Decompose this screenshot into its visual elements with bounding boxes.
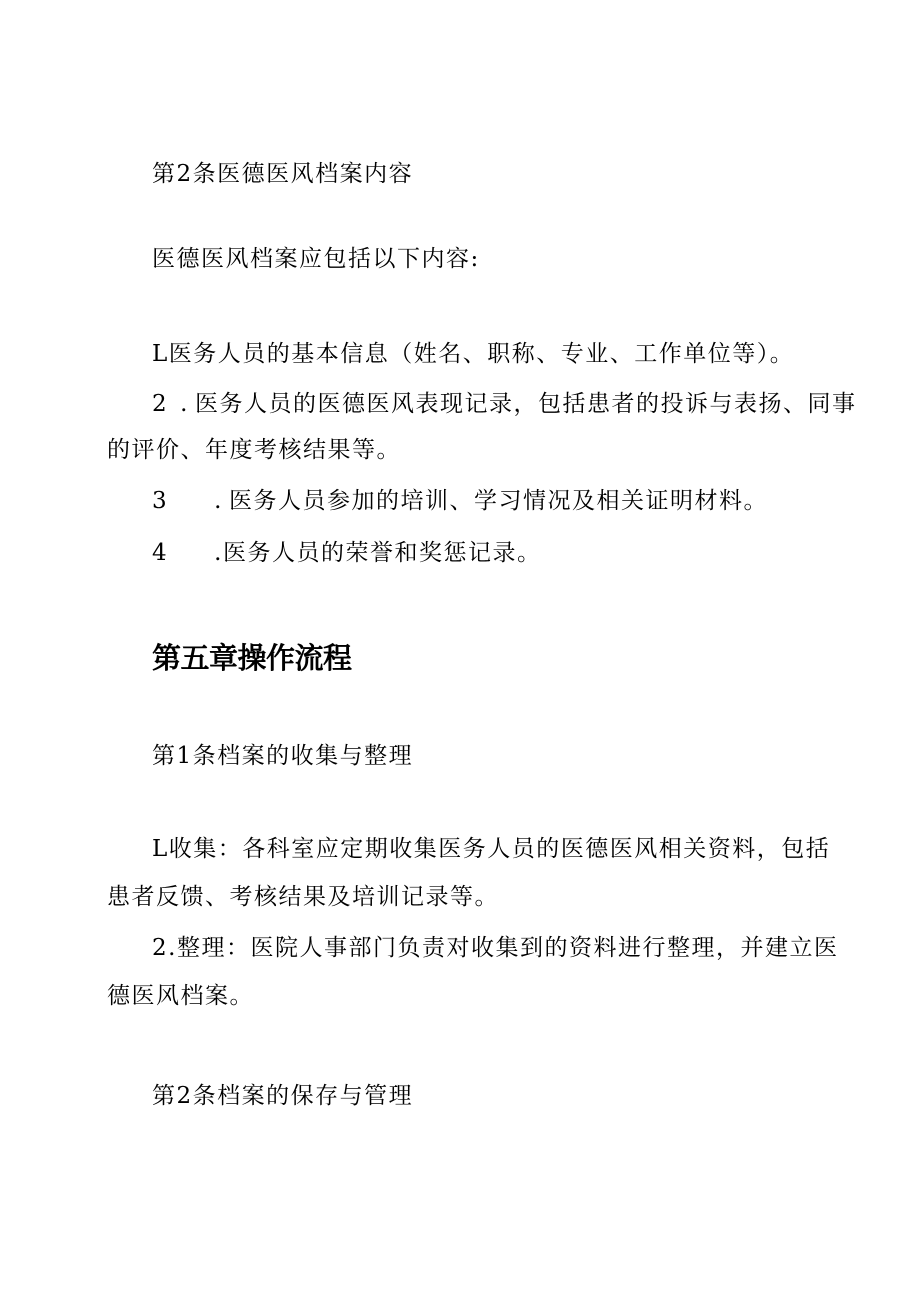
intro-paragraph: 医德医风档案应包括以下内容: — [152, 246, 480, 272]
list-item-text: 医务人员的医德医风表现记录，包括患者的投诉与表扬、同事 — [194, 391, 857, 417]
list-item — [152, 537, 541, 569]
list-item-separator: . — [180, 391, 189, 417]
list-item-separator: . — [214, 540, 223, 566]
chapter-title: 第五章操作流程 — [152, 641, 352, 675]
list-item-continuation: 德医风档案。 — [107, 983, 254, 1009]
list-item-separator: . — [214, 488, 223, 514]
list-item — [152, 833, 830, 865]
list-item — [152, 932, 838, 964]
list-item-number: L — [152, 836, 169, 862]
list-item-text: 医务人员参加的培训、学习情况及相关证明材料。 — [228, 488, 768, 514]
list-item-text: 收集：各科室应定期收集医务人员的医德医风相关资料，包括 — [168, 836, 831, 862]
list-item-continuation: 的评价、年度考核结果等。 — [107, 437, 401, 463]
article-heading: 第1条档案的收集与整理 — [152, 743, 414, 769]
list-item-number: 3 — [152, 488, 169, 514]
list-item — [152, 338, 794, 370]
list-item-number: 4 — [152, 540, 169, 566]
article-heading: 第2条档案的保存与管理 — [152, 1083, 414, 1109]
list-item-number: 2 — [152, 391, 169, 417]
list-item-continuation: 患者反馈、考核结果及培训记录等。 — [107, 884, 499, 910]
list-item-number: L — [152, 341, 169, 367]
article-heading: 第2条医德医风档案内容 — [152, 161, 414, 187]
list-item — [152, 485, 768, 517]
list-item-number: 2. — [152, 935, 177, 961]
list-item — [152, 388, 856, 420]
list-item-text: 医务人员的荣誉和奖惩记录。 — [222, 540, 542, 566]
list-item-text: 医务人员的基本信息（姓名、职称、专业、工作单位等）。 — [168, 341, 795, 367]
list-item-text: 整理：医院人事部门负责对收集到的资料进行整理，并建立医 — [176, 935, 839, 961]
